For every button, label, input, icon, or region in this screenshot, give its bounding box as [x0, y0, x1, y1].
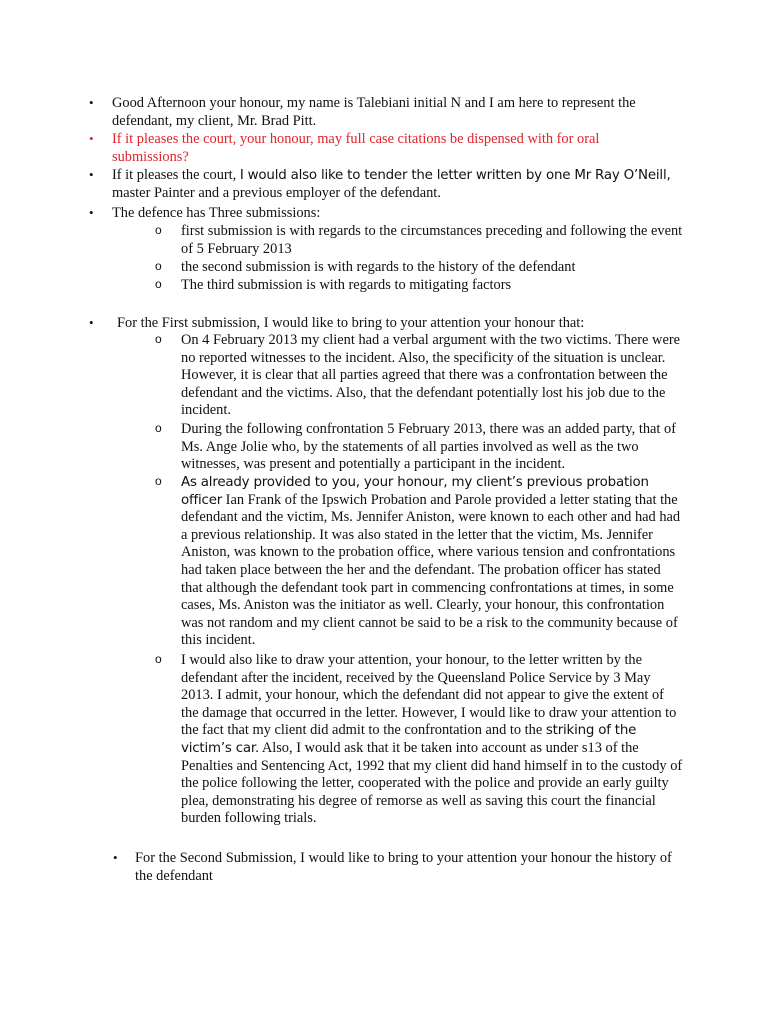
- intro-bullet-1: [89, 95, 679, 130]
- bullet-disc: •: [89, 315, 94, 330]
- bullet-circle: o: [155, 277, 162, 291]
- probation-officer-text: As already provided to you, your honour, my client’s previous probation officer: [181, 475, 649, 508]
- tender-letter-part-1: If it pleases the court,: [112, 167, 240, 183]
- first-item-1: [155, 332, 685, 420]
- defendant-letter-text: I would also like to draw your attention, your honour, to the letter written by the defendant after the incident, received by the Queensland Police Service by 3 May 2013. I admit, your honour, which the defendant did not appear to give the extent of the damage that occurred in the letter. However, I would like to draw your attention to the fact that my client did admit to the confrontation and to the: [181, 652, 677, 739]
- intro-bullet-3: [89, 167, 679, 202]
- tender-letter-part-3: master Painter and a previous employer of the defendant.: [112, 184, 441, 201]
- second-submission-bullet: [113, 850, 673, 885]
- probation-letter-text: Ian Frank of the Ipswich Probation and Parole provided a letter stating that the defendant and the victim, Ms. Jennifer Aniston, were known to each other and had had a previous relationship. It was also stated in the letter that the victim, Ms. Jennifer Aniston, was known to the probation office, where various tension and confrontations had taken place between the her and the defendant. The probation officer has stated that although the defendant took part in commencing confrontations at times, in some cases, Ms. Aniston was the initiator as well. Clearly, your honour, this confrontation was not random and my client cannot be said to be a risk to the community because of this incident.: [181, 491, 681, 649]
- bullet-circle: o: [155, 421, 162, 435]
- first-item-text: During the following confrontation 5 February 2013, there was an added party, that of Ms. Ange Jolie who, by the statements of all parties involved as well as the two witnesses, was present and potentially a participant in the incident.: [181, 421, 677, 473]
- submission-text: first submission is with regards to the circumstances preceding and following the event of 5 February 2013: [181, 223, 683, 257]
- first-submission-heading: For the First submission, I would like to bring to your attention your honour that:: [117, 315, 585, 331]
- bullet-disc: •: [89, 167, 94, 182]
- first-item-text: [181, 652, 685, 828]
- citations-request: If it pleases the court, your honour, may full case citations be dispensed with for oral submissions?: [112, 131, 600, 165]
- first-item-text: [181, 474, 685, 650]
- intro-bullet-2: [89, 131, 679, 166]
- tender-letter: [112, 167, 679, 202]
- bullet-disc: •: [89, 131, 94, 146]
- bullet-disc: •: [89, 205, 94, 220]
- first-item-4: [155, 652, 685, 828]
- bullet-circle: o: [155, 259, 162, 273]
- submissions-heading: The defence has Three submissions:: [112, 205, 321, 221]
- bullet-circle: o: [155, 652, 162, 666]
- bullet-circle: o: [155, 332, 162, 346]
- submission-item-3: [155, 277, 685, 295]
- bullet-disc: •: [89, 95, 94, 110]
- submission-text: The third submission is with regards to mitigating factors: [181, 277, 512, 293]
- first-item-text: On 4 February 2013 my client had a verbal argument with the two victims. There were no reported witnesses to the incident. Also, the specificity of the situation is unclear. However, it is clear that all parties agreed that there was a confrontation between the defendant and the victims. Also, that the defendant potentially lost his job due to the incident.: [181, 332, 681, 419]
- intro-bullet-4: [89, 205, 679, 223]
- submission-text: the second submission is with regards to the history of the defendant: [181, 259, 576, 275]
- sentencing-act-text: Also, I would ask that it be taken into account as under s13 of the Penalties and Sentencing Act, 1992 that my client did hand himself in to the custody of the police following the letter, cooperated with the police and provide an early guilty plea, demonstrating his degree of remorse as well as saving this court the financial burden following trials.: [181, 739, 683, 827]
- intro-greeting: Good Afternoon your honour, my name is Talebiani initial N and I am here to represent the defendant, my client, Mr. Brad Pitt.: [112, 95, 636, 129]
- tender-letter-part-2: I would also like to tender the letter written by one Mr Ray O’Neill,: [239, 168, 671, 183]
- bullet-circle: o: [155, 474, 162, 488]
- first-item-3: [155, 474, 685, 650]
- bullet-disc: •: [113, 850, 118, 865]
- second-submission-heading: For the Second Submission, I would like to bring to your attention your honour the history of the defendant: [135, 850, 672, 884]
- first-item-2: [155, 421, 685, 474]
- first-submission-bullet: [89, 315, 679, 333]
- car-striking-text: striking of the victim’s car.: [181, 723, 637, 756]
- submission-item-1: [155, 223, 685, 258]
- bullet-circle: o: [155, 223, 162, 237]
- submission-item-2: [155, 259, 685, 277]
